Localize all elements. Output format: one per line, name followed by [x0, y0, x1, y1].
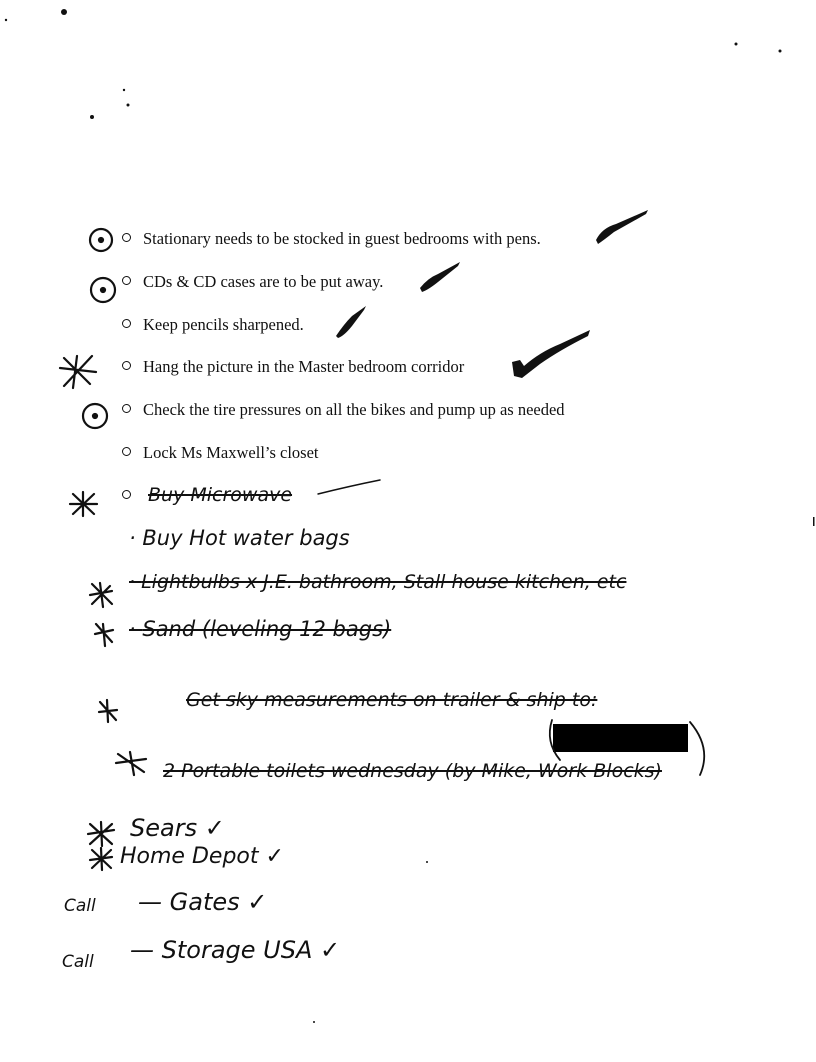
speck-mark: [779, 50, 782, 53]
speck-mark: [123, 89, 125, 91]
check-stroke-icon: [512, 330, 590, 378]
typed-item-text: Check the tire pressures on all the bikes and pump up as needed: [143, 400, 565, 419]
asterisk-icon: [116, 752, 146, 775]
check-stroke-icon: [420, 262, 460, 292]
hand-item-lightbulbs: · Lightbulbs x J.E. bathroom, Stall house kitchen, etc: [129, 571, 627, 593]
hand-item-portable-toilets: 2 Portable toilets wednesday (by Mike, Work Blocks): [163, 760, 662, 782]
speck-mark: [426, 861, 428, 863]
speck-mark: [90, 115, 94, 119]
hand-item-text: Sand (leveling 12 bags): [142, 617, 392, 641]
hand-item-microwave: Buy Microwave: [148, 484, 293, 506]
hand-item-text: Lightbulbs x J.E. bathroom, Stall house kitchen, etc: [141, 571, 627, 593]
circled-dot-icon: [91, 278, 115, 302]
typed-item-text: Lock Ms Maxwell’s closet: [143, 443, 319, 462]
bracket-mark: [690, 722, 704, 775]
speck-mark: [313, 1021, 315, 1023]
check-icon: ✓: [204, 814, 225, 842]
asterisk-icon: [90, 848, 112, 870]
speck-mark: [61, 9, 67, 15]
asterisk-icon: [60, 356, 96, 388]
asterisk-icon: [95, 624, 113, 646]
hand-item-text: Home Depot: [120, 844, 259, 869]
check-icon: ✓: [265, 844, 284, 869]
check-stroke-icon: [336, 306, 366, 338]
bracket-mark: [550, 720, 560, 760]
circled-dot-icon: [83, 404, 107, 428]
check-icon: ✓: [320, 936, 341, 964]
hand-item-text: Buy Hot water bags: [142, 526, 350, 550]
check-icon: ✓: [247, 888, 268, 916]
hand-item-text: Sears: [130, 814, 198, 842]
asterisk-icon: [88, 822, 114, 846]
check-stroke-icon: [596, 210, 648, 244]
hand-item-measurements: Get sky measurements on trailer & ship to:: [186, 689, 598, 711]
speck-mark: [735, 43, 738, 46]
speck-mark: [127, 104, 130, 107]
speck-mark: [5, 19, 7, 21]
typed-item-text: Keep pencils sharpened.: [143, 315, 304, 334]
hand-item-sand: · Sand (leveling 12 bags): [129, 617, 392, 641]
dash-icon: —: [130, 936, 154, 964]
asterisk-icon: [99, 700, 117, 722]
squiggle-mark: [318, 480, 380, 494]
typed-item-text: Hang the picture in the Master bedroom corridor: [143, 357, 465, 376]
typed-item-text: CDs & CD cases are to be put away.: [143, 272, 384, 291]
dash-icon: —: [138, 888, 162, 916]
hand-item-text: Gates: [169, 888, 240, 916]
typed-item-text: Stationary needs to be stocked in guest bedrooms with pens.: [143, 229, 541, 248]
asterisk-icon: [90, 583, 112, 607]
call-prefix: Call: [64, 896, 96, 916]
speck-mark: [813, 517, 815, 526]
hand-item-text: Storage USA: [161, 936, 313, 964]
circled-dot-icon: [90, 229, 112, 251]
call-prefix: Call: [62, 952, 94, 972]
hand-item-hot-water: · Buy Hot water bags: [129, 526, 350, 550]
asterisk-icon: [70, 492, 97, 516]
